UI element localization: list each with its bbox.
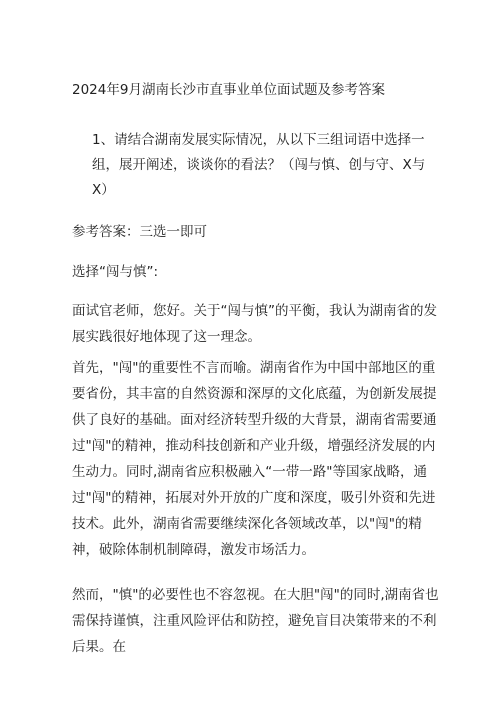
- body-paragraph-2: 然而，"慎"的必要性也不容忽视。在大胆"闯"的同时,湖南省也需保持谨慎，注重风险评估和防控，避免盲目决策带来的不利后果。在: [72, 587, 439, 655]
- answer-label: 参考答案：三选一即可: [72, 224, 207, 240]
- question-text: 1、请结合湖南发展实际情况，从以下三组词语中选择一组，展开阐述，谈谈你的看法？（闯与慎、创与守、X与X）: [92, 132, 426, 198]
- intro-paragraph: 面试官老师，您好。关于“闯与慎”的平衡，我认为湖南省的发展实践很好地体现了这一理念。: [72, 303, 437, 345]
- choice-label: 选择“闯与慎”:: [72, 264, 159, 280]
- document-title: 2024年9月湖南长沙市直事业单位面试题及参考答案: [72, 82, 385, 98]
- body-paragraph-1: 首先，"闯"的重要性不言而喻。湖南省作为中国中部地区的重要省份，其丰富的自然资源和深厚的文化底蕴，为创新发展提供了良好的基础。面对经济转型升级的大背景，湖南省需要通过"闯"的精神，推动科技创新和产业升级，增强经济发展的内生动力。同时,湖南省应积极融入“一带一路"等国家战略，通过"闯"的精神，拓展对外开放的广度和深度，吸引外资和先进技术。此外，湖南省需要继续深化各领域改革，以"闯"的精神，破除体制机制障碍，激发市场活力。: [72, 360, 437, 558]
